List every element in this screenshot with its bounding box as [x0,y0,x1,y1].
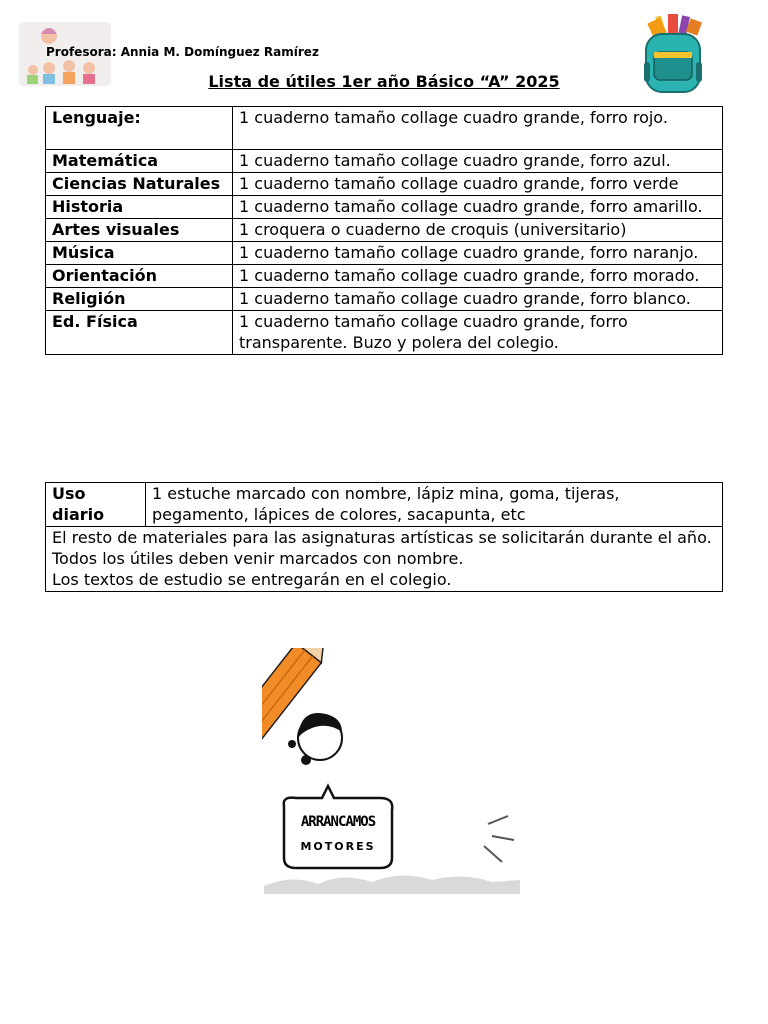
subject-name: Historia [46,196,233,219]
subject-item: 1 cuaderno tamaño collage cuadro grande, forro naranjo. [233,242,723,265]
subject-item: 1 cuaderno tamaño collage cuadro grande, forro rojo. [233,107,723,150]
teacher-name: Profesora: Annia M. Domínguez Ramírez [46,45,319,59]
subject-item: 1 cuaderno tamaño collage cuadro grande, forro azul. [233,150,723,173]
supplies-table [45,106,723,355]
page-title: Lista de útiles 1er año Básico “A” 2025 [208,72,560,91]
table-row [46,483,723,527]
sign-text-line2: MOTORES [300,840,376,853]
table-row [46,107,723,150]
subject-name: Ed. Física [46,311,233,355]
table-row [46,196,723,219]
daily-use-table [45,482,723,592]
subject-name: Religión [46,288,233,311]
table-row [46,288,723,311]
subject-name: Artes visuales [46,219,233,242]
subject-name: Lenguaje: [46,107,233,150]
table-row [46,219,723,242]
table-row [46,311,723,355]
subject-name: Ciencias Naturales [46,173,233,196]
sign-text-line1: ARRANCAMOS [300,814,376,830]
daily-label: Uso diario [46,483,146,527]
subject-item: 1 cuaderno tamaño collage cuadro grande, forro amarillo. [233,196,723,219]
subject-item: 1 croquera o cuaderno de croquis (universitario) [233,219,723,242]
subject-item: 1 cuaderno tamaño collage cuadro grande, forro morado. [233,265,723,288]
note-line: Todos los útiles deben venir marcados con nombre. [52,549,464,568]
notes-cell [46,527,723,592]
subject-item: 1 cuaderno tamaño collage cuadro grande, forro blanco. [233,288,723,311]
table-row [46,265,723,288]
note-line: El resto de materiales para las asignaturas artísticas se solicitarán durante el año. [52,528,712,547]
subject-item: 1 cuaderno tamaño collage cuadro grande, forro verde [233,173,723,196]
girl-riding-pencil-rocket [262,648,524,900]
table-row [46,150,723,173]
table-row [46,527,723,592]
subject-name: Matemática [46,150,233,173]
subject-item: 1 cuaderno tamaño collage cuadro grande, forro transparente. Buzo y polera del colegio. [233,311,723,355]
subject-name: Orientación [46,265,233,288]
subject-name: Música [46,242,233,265]
table-row [46,173,723,196]
table-row [46,242,723,265]
note-line: Los textos de estudio se entregarán en el colegio. [52,570,452,589]
daily-items: 1 estuche marcado con nombre, lápiz mina, goma, tijeras, pegamento, lápices de colores, sacapunta, etc [146,483,723,527]
